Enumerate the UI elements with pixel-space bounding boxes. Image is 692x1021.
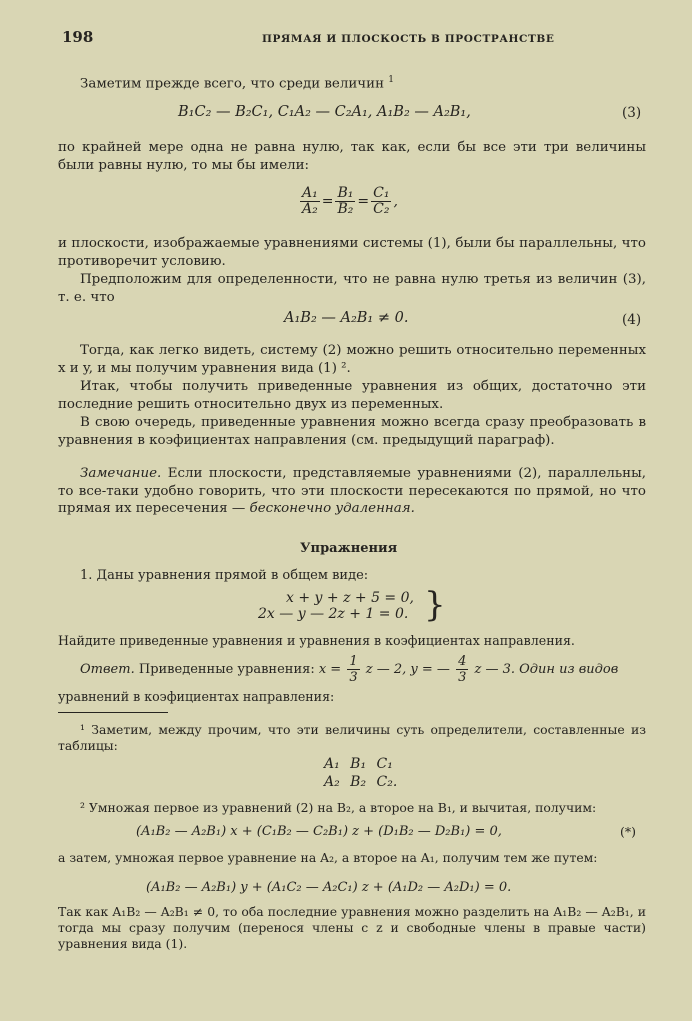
footnote-table-row-2: A₂ B₂ C₂. — [324, 774, 398, 790]
paragraph-1 — [58, 72, 646, 93]
paragraph-3: и плоскости, изображаемые уравнениями системы (1), были бы параллельны, что противоречит условию. — [58, 236, 646, 269]
equation-3-number: (3) — [622, 105, 642, 121]
exercises-heading: Упражнения — [300, 541, 398, 556]
answer-frac2-den: 3 — [458, 670, 467, 685]
paragraph-8 — [58, 465, 646, 518]
equation-star-number: (*) — [620, 824, 637, 839]
answer-frac1-den: 3 — [349, 670, 358, 685]
equation-y: (A₁B₂ — A₂B₁) y + (A₁C₂ — A₂C₁) z + (A₁D₂ — A₂D₁) = 0. — [146, 880, 512, 895]
system-brace: } — [424, 585, 446, 625]
frac-den-2: B₂ — [337, 201, 354, 217]
footnote-2-continued: а затем, умножая первое уравнение на A₂, а второе на A₁, получим тем же путем: — [58, 850, 598, 865]
paragraph-7: В свою очередь, приведенные уравнения можно всегда сразу преобразовать в уравнения в коэфициентах направления (см. предыдущий параграф). — [58, 415, 646, 448]
remark-italic-text: бесконечно удаленная. — [249, 501, 415, 517]
fraction-equality: $\frac{\text{A₁}}{\text{A₂}}$ = $\frac{\text{B₁}}{\text{B₂}}$ = $\frac{\text{C₁}}{\text{C₂}}$ , — [302, 185, 398, 217]
exercise-task: Найдите приведенные уравнения и уравнения в коэфициентах направления. — [58, 633, 575, 648]
frac-num-1: A₁ — [302, 185, 318, 201]
answer-line — [80, 654, 618, 685]
paragraph-5: Тогда, как легко видеть, систему (2) можно решить относительно переменных x и y, и мы получим уравнения вида (1) ². — [58, 343, 646, 376]
exercise-1: 1. Даны уравнения прямой в общем виде: — [80, 568, 369, 583]
footnote-2-final: Так как A₁B₂ — A₂B₁ ≠ 0, то оба последние уравнения можно разделить на A₁B₂ — A₂B₁, и тогда мы сразу получим (перенося члены с z и свободные члены в правые части) уравнения вида (1). — [58, 904, 646, 951]
answer-frac1-num: 1 — [349, 654, 358, 669]
paragraph-2: по крайней мере одна не равна нулю, так как, если бы все эти три величины были равны нулю, то мы бы имели: — [58, 140, 646, 173]
answer-line-2: уравнений в коэфициентах направления: — [58, 689, 335, 704]
equation-4-number: (4) — [622, 312, 642, 328]
frac-num-2: B₁ — [337, 185, 354, 201]
footnote-rule — [58, 712, 168, 713]
footnote-2: ² Умножая первое из уравнений (2) на B₂, а второе на B₁, и вычитая, получим: — [80, 800, 597, 815]
paragraph-4: Предположим для определенности, что не равна нулю третья из величин (3), т. е. что — [58, 272, 646, 305]
frac-den-1: A₂ — [302, 201, 318, 217]
equation-4: A₁B₂ — A₂B₁ ≠ 0. — [284, 310, 409, 326]
footnote-1: ¹ Заметим, между прочим, что эти величины суть определители, составленные из таблицы: — [58, 722, 646, 753]
answer-x: x = — [318, 662, 346, 677]
remark-text: Если плоскости, представляемые уравнениями (2), параллельны, то все-таки удобно говорить, что эти плоскости пересекаются по прямой, но что прямая их пересечения — — [58, 466, 646, 517]
answer-mid: z — 2, y = — — [365, 662, 450, 677]
answer-frac2-num: 4 — [458, 654, 467, 669]
answer-label: Ответ. — [80, 662, 135, 677]
equation-3: B₁C₂ — B₂C₁, C₁A₂ — C₂A₁, A₁B₂ — A₂B₁, — [178, 104, 471, 120]
system-line-1: x + y + z + 5 = 0, — [286, 590, 414, 606]
frac-den-3: C₂ — [373, 201, 390, 217]
footnote-ref-1: 1 — [388, 75, 394, 85]
running-title: ПРЯМАЯ И ПЛОСКОСТЬ В ПРОСТРАНСТВЕ — [262, 33, 555, 45]
answer-end: z — 3. Один из видов — [474, 662, 619, 677]
footnote-table-row-1: A₁ B₁ C₁ — [324, 756, 393, 772]
system-line-2: 2x — y — 2z + 1 = 0. — [258, 606, 409, 622]
equation-star: (A₁B₂ — A₂B₁) x + (C₁B₂ — C₂B₁) z + (D₁B₂ — D₂B₁) = 0, — [136, 824, 502, 839]
page-number: 198 — [62, 28, 94, 46]
answer-text: Приведенные уравнения: — [138, 662, 315, 677]
paragraph-1-text: Заметим прежде всего, что среди величин — [80, 76, 384, 92]
paragraph-6: Итак, чтобы получить приведенные уравнения из общих, достаточно эти последние решить относительно двух из переменных. — [58, 379, 646, 412]
frac-num-3: C₁ — [373, 185, 390, 201]
remark-label: Замечание. — [80, 466, 162, 481]
